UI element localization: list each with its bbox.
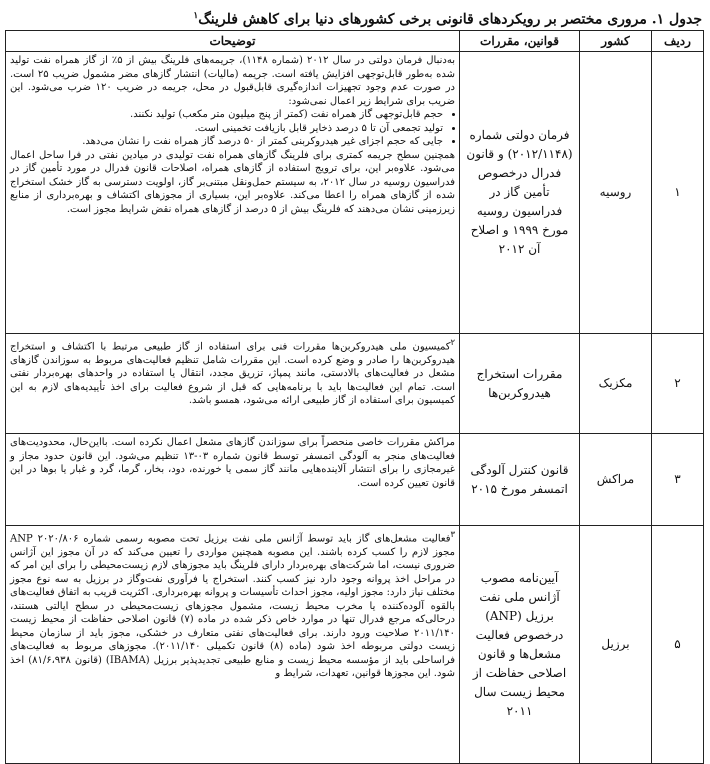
table-header-row	[6, 31, 704, 52]
notes-bullet: • حجم قابل‌توجهی گاز همراه نفت (کمتر از پنج میلیون متر مکعب) تولید نکنند.	[10, 108, 443, 122]
notes-cell	[6, 526, 460, 764]
notes-cell	[6, 52, 460, 334]
laws-cell: قانون کنترل آلودگی اتمسفر مورخ ۲۰۱۵	[460, 434, 580, 526]
table-caption	[8, 4, 702, 28]
header-notes: توضیحات	[6, 31, 460, 52]
header-country: کشور	[580, 31, 652, 52]
country-cell: مراکش	[580, 434, 652, 526]
laws-cell: فرمان دولتی شماره (۲۰۱۲/۱۱۴۸) و قانون فدرال درخصوص تأمین گاز در فدراسیون روسیه مورخ ۱۹۹۹ و اصلاح آن ۲۰۱۲	[460, 52, 580, 334]
header-row-number: ردیف	[652, 31, 704, 52]
table-row	[6, 434, 704, 526]
table-row	[6, 526, 704, 764]
laws-cell: آیین‌نامه مصوب آژانس ملی نفت برزیل (ANP) درخصوص فعالیت مشعل‌ها و قانون اصلاحی حفاظت از محیط زیست سال ۲۰۱۱	[460, 526, 580, 764]
country-cell: مکزیک	[580, 334, 652, 434]
laws-cell: مقررات استخراج هیدروکربن‌ها	[460, 334, 580, 434]
notes-paragraph: همچنین سطح جریمه کمتری برای فلرینگ گازهای همراه نفت تولیدی در میادین نفتی در فرا ساحل اعمال می‌شود. علاوه‌بر این، برای ترویج استفاده از گازهای همراه، اصلاحات قانون فدرال در مورد تأمین گاز در فدراسیون روسیه در سال ۲۰۱۲، به سیستم حمل‌ونقل مبتنی‌بر گاز، اولویت دسترسی به گاز خشک استخراج شده از گازهای همراه را اعطا می‌کند. علاوه‌بر این، بسیاری از مجوزهای اکتشاف و بهره‌برداری از منابع زیرزمینی نشان می‌دهند که فلرینگ بیش از ۵ درصد از گازهای همراه نقض شرایط مجوز است.	[10, 149, 455, 215]
caption-footnote-mark: ۱	[193, 11, 199, 21]
notes-bullet: • تولید تجمعی آن تا ۵ درصد ذخایر قابل بازیافت تخمینی است.	[10, 122, 443, 136]
table-row	[6, 52, 704, 334]
footnote-mark: ۲	[450, 337, 455, 347]
notes-text: فعالیت مشعل‌های گاز باید توسط آژانس ملی نفت برزیل تحت مصوبه رسمی شماره ANP ۲۰۲۰/۸۰۶ مجوز لازم را کسب کرده باشند. این مصوبه همچنین مواردی را تعیین می‌کند که در آن مجوز این آژانس ضروری نیست، اما شرکت‌های بهره‌بردار دارای فلرینگ باید مجوزهای لازم زیست‌محیطی را برای این امر که در مراحل اخذ پروانه وجود دارد نیز کسب کنند. استخراج یا فرآوری نفت‌وگاز در برزیل به سه نوع مجوز مختلف نیاز دارد: مجوز اولیه، مجوز احداث تأسیسات و پروانه بهره‌برداری. اکثریت قریب به اتفاق فعالیت‌های بالقوه آلوده‌کننده یا مخرب محیط زیست، مشمول مجوزهای زیست‌محیطی در سطح ایالتی هستند، درحالی‌که مرجع فدرال تنها در موارد خاص ذکر شده در ماده (۷) قانون اصلاحی حفاظت از محیط زیست ۲۰۱۱/۱۴۰ صلاحیت ورود دارند. برای فعالیت‌های نفتی متعارف در خشکی، مجوز باید از سازمان محیط زیست دولتی مربوطه اخذ شود (ماده (۸) قانون تکمیلی ۲۰۱۱/۱۴۰). مجوزهای مربوط به فعالیت‌های فراساحلی باید از مؤسسه محیط زیست و منابع طبیعی تجدیدپذیر برزیل (IBAMA) (قانون ۸۱/۶،۹۳۸) اخذ شود. این مجوزها قوانین، تعهدات، شرایط و	[10, 533, 456, 680]
row-number: ۱	[652, 52, 704, 334]
row-number: ۵	[652, 526, 704, 764]
footnote-mark: ۳	[450, 529, 455, 539]
table-row	[6, 334, 704, 434]
notes-paragraph: مراکش مقررات خاصی منحصراً برای سوزاندن گازهای مشعل اعمال نکرده است. بااین‌حال، محدودیت‌های فعالیت‌های منجر به آلودگی اتمسفر توسط قانون شماره ۰۳-۱۳ تنظیم می‌شود. این قانون حدود مجاز و غیرمجازی را برای انتشار آلاینده‌هایی مانند گاز سمی یا خورنده، دود، بخار، گرما، گرد و غبار یا بوها در این قانون تعیین کرده است.	[10, 437, 455, 489]
row-number: ۲	[652, 334, 704, 434]
notes-bullet: • جایی که حجم اجزای غیر هیدروکربنی کمتر از ۵۰ درصد گاز همراه نفت را نشان می‌دهد.	[10, 135, 443, 149]
notes-cell	[6, 434, 460, 526]
notes-cell	[6, 334, 460, 434]
notes-text: کمیسیون ملی هیدروکربن‌ها مقررات فنی برای استفاده از گاز طبیعی مرتبط با اکتشاف و استخراج هیدروکربن‌ها را صادر و وضع کرده است. این مقررات شامل تنظیم فعالیت‌های مربوط به سوزاندن گازهای مشعل در فعالیت‌های بالادستی، مانند پمپاژ، تزریق مجدد، انتقال یا استفاده در واحدهای بهره‌بردار نفتی است. تمام این فعالیت‌ها باید با برنامه‌هایی که قبل از شروع فعالیت برای اخذ تأییدیه‌های لازم به این کمیسیون برای استفاده از گاز طبیعی ارائه می‌شود، همسو باشد.	[10, 341, 455, 407]
country-cell: برزیل	[580, 526, 652, 764]
notes-paragraph	[10, 528, 455, 681]
laws-table	[5, 30, 704, 764]
notes-bullet-list	[10, 108, 455, 149]
caption-title: جدول ۱. مروری مختصر بر رویکردهای قانونی برخی کشورهای دنیا برای کاهش فلرینگ	[198, 11, 702, 28]
row-number: ۳	[652, 434, 704, 526]
notes-paragraph	[10, 336, 455, 408]
header-laws: قوانین، مقررات	[460, 31, 580, 52]
country-cell: روسیه	[580, 52, 652, 334]
notes-paragraph: به‌دنبال فرمان دولتی در سال ۲۰۱۲ (شماره ۱۱۴۸)، جریمه‌های فلرینگ بیش از ۵٪ از گاز همراه نفت تولید شده به‌طور قابل‌توجهی افزایش یافته است. جریمه (مالیات) انتشار گازهای مضر مشمول ضریب ۲۵ است. در صورت عدم وجود تجهیزات اندازه‌گیری قابل‌قبول در محل، جریمه در ضریب ۱۲۰ ضرب می‌شود. این ضریب برای شرایط زیر اعمال نمی‌شود:	[10, 55, 455, 107]
